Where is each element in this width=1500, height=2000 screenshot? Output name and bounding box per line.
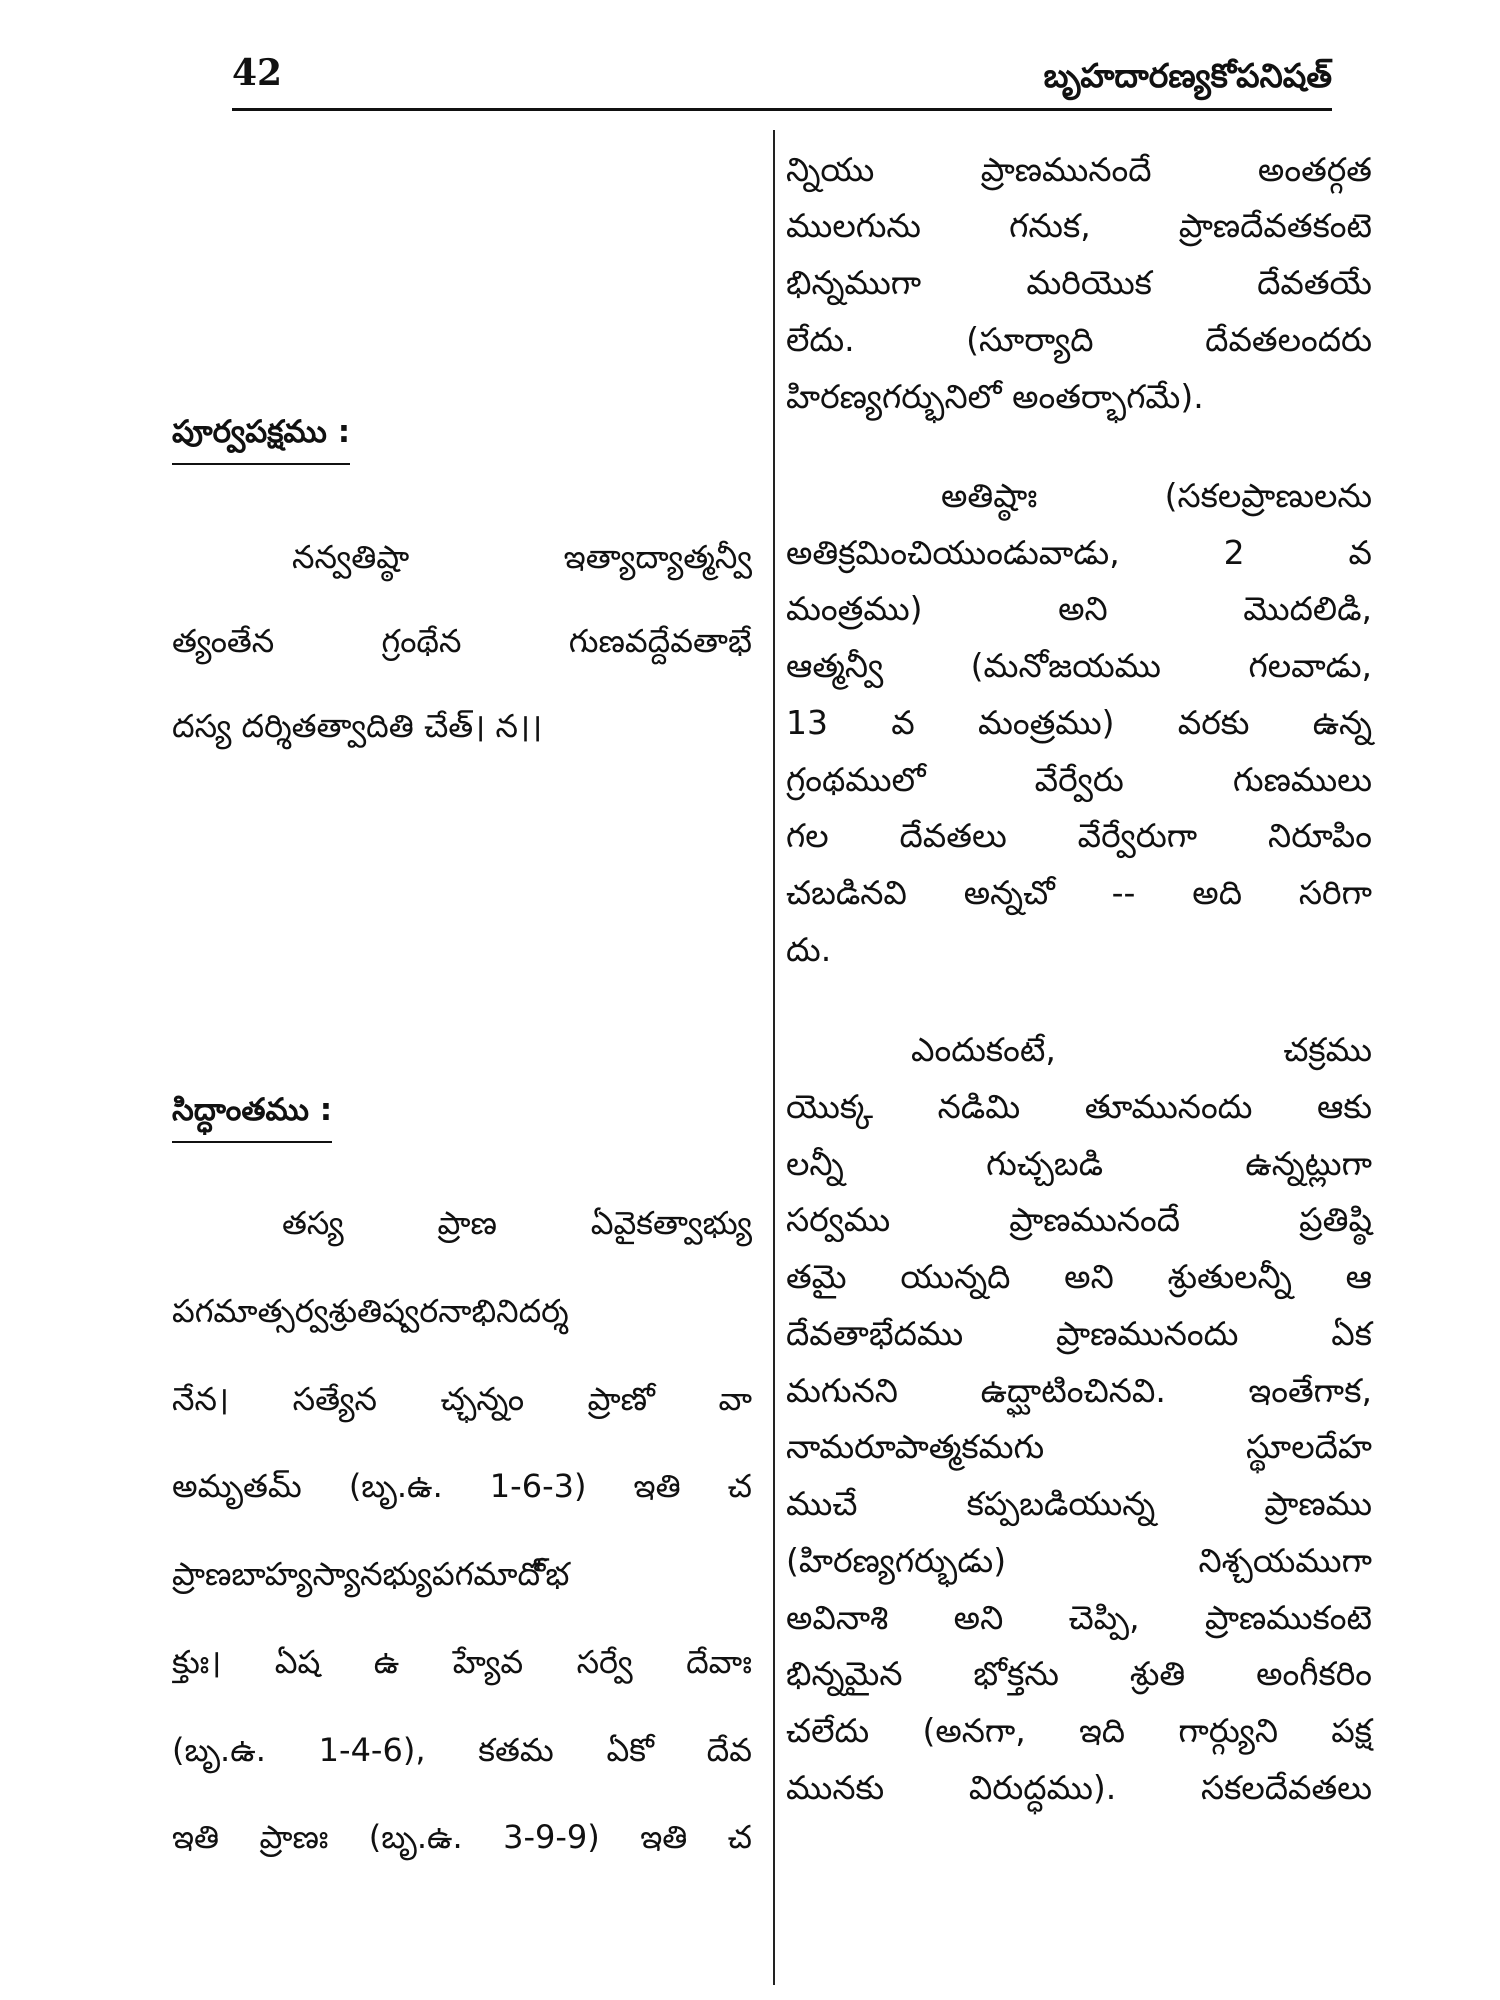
right-line: చబడినవి అన్నచో -- అది సరిగా [786,873,1372,912]
siddhanta-line: తస్య ప్రాణ ఏవైకత్వాభ్యు [282,1204,752,1242]
right-line: న్నియు ప్రాణమునందే అంతర్గత [786,150,1372,189]
right-line: లేదు. (సూర్యాది దేవతలందరు [786,320,1372,359]
right-line: చలేదు (అనగా, ఇది గార్గ్యుని పక్ష [786,1711,1372,1750]
right-line: గల దేవతలు వేర్వేరుగా నిరూపిం [786,816,1372,855]
siddhanta-heading: సిద్ధాంతము : [172,1092,332,1143]
running-title: బృహదారణ్యకోపనిషత్ [1043,56,1332,95]
right-line: మునకు విరుద్ధము). సకలదేవతలు [786,1768,1372,1807]
right-line: మంత్రము) అని మొదలిడి, [786,589,1372,628]
right-line: అతిష్ఠాః (సకలప్రాణులను [941,476,1372,515]
right-line: ముచే కప్పబడియున్న ప్రాణము [786,1484,1372,1523]
right-line: దేవతాభేదము ప్రాణమునందు ఏక [786,1314,1372,1353]
right-line: (హిరణ్యగర్భుడు) నిశ్చయముగా [786,1541,1372,1580]
siddhanta-line: అమృతమ్ (బృ.ఉ. 1-6-3) ఇతి చ [172,1467,752,1505]
right-line: సర్వము ప్రాణమునందే ప్రతిష్ఠి [786,1200,1372,1239]
right-line: మగునని ఉద్ఘాటించినవి. ఇంతేగాక, [786,1371,1372,1410]
right-line: అతిక్రమించియుండువాడు, 2 వ [786,533,1372,572]
siddhanta-line: నేన। సత్యేన చ్ఛన్నం ప్రాణో వా [172,1380,752,1418]
right-line: అవినాశి అని చెప్పి, ప్రాణముకంటె [786,1598,1372,1637]
right-line: ఎందుకంటే, చక్రము [911,1030,1372,1069]
right-line: భిన్నముగా మరియొక దేవతయే [786,263,1372,302]
right-line: ఆత్మన్వీ (మనోజయము గలవాడు, [786,646,1372,685]
right-line: లన్నీ గుచ్చబడి ఉన్నట్లుగా [786,1144,1372,1183]
page-number: 42 [232,52,283,94]
right-line: నామరూపాత్మకమగు స్థూలదేహ [786,1427,1372,1466]
purvapaksha-line: త్యంతేన గ్రంథేన గుణవద్దేవతాభే [172,622,752,660]
column-divider [773,130,775,1985]
right-line: ములగును గనుక, ప్రాణదేవతకంటె [786,206,1372,245]
purvapaksha-heading: పూర్వపక్షము : [172,414,350,465]
siddhanta-line: (బృ.ఉ. 1-4-6), కతమ ఏకో దేవ [172,1731,752,1769]
header-rule [232,108,1332,111]
siddhanta-line: ప్రాణబాహ్యస్యానభ్యుపగమాదో్భ [172,1555,570,1593]
right-line: గ్రంథములో వేర్వేరు గుణములు [786,760,1372,799]
siddhanta-line: పగమాత్సర్వశ్రుతిష్వరనాభినిదర్శ [172,1292,569,1330]
right-line: భిన్నమైన భోక్తను శ్రుతి అంగీకరిం [786,1654,1372,1693]
right-line: తమై యున్నది అని శ్రుతులన్నీ ఆ [786,1257,1372,1296]
right-line: హిరణ్యగర్భునిలో అంతర్భాగమే). [786,377,1204,416]
siddhanta-line: ఇతి ప్రాణః (బృ.ఉ. 3-9-9) ఇతి చ [172,1818,752,1856]
purvapaksha-line: నన్వతిష్ఠా ఇత్యాద్యాత్మన్వీ [292,538,752,576]
siddhanta-line: క్తుః। ఏష ఉ హ్యేవ సర్వే దేవాః [172,1643,752,1681]
right-line: 13 వ మంత్రము) వరకు ఉన్న [786,703,1372,742]
right-line: దు. [786,930,832,969]
right-line: యొక్క నడిమి తూమునందు ఆకు [786,1087,1372,1126]
purvapaksha-line: దస్య దర్శితత్వాదితి చేత్। న।। [172,707,543,745]
